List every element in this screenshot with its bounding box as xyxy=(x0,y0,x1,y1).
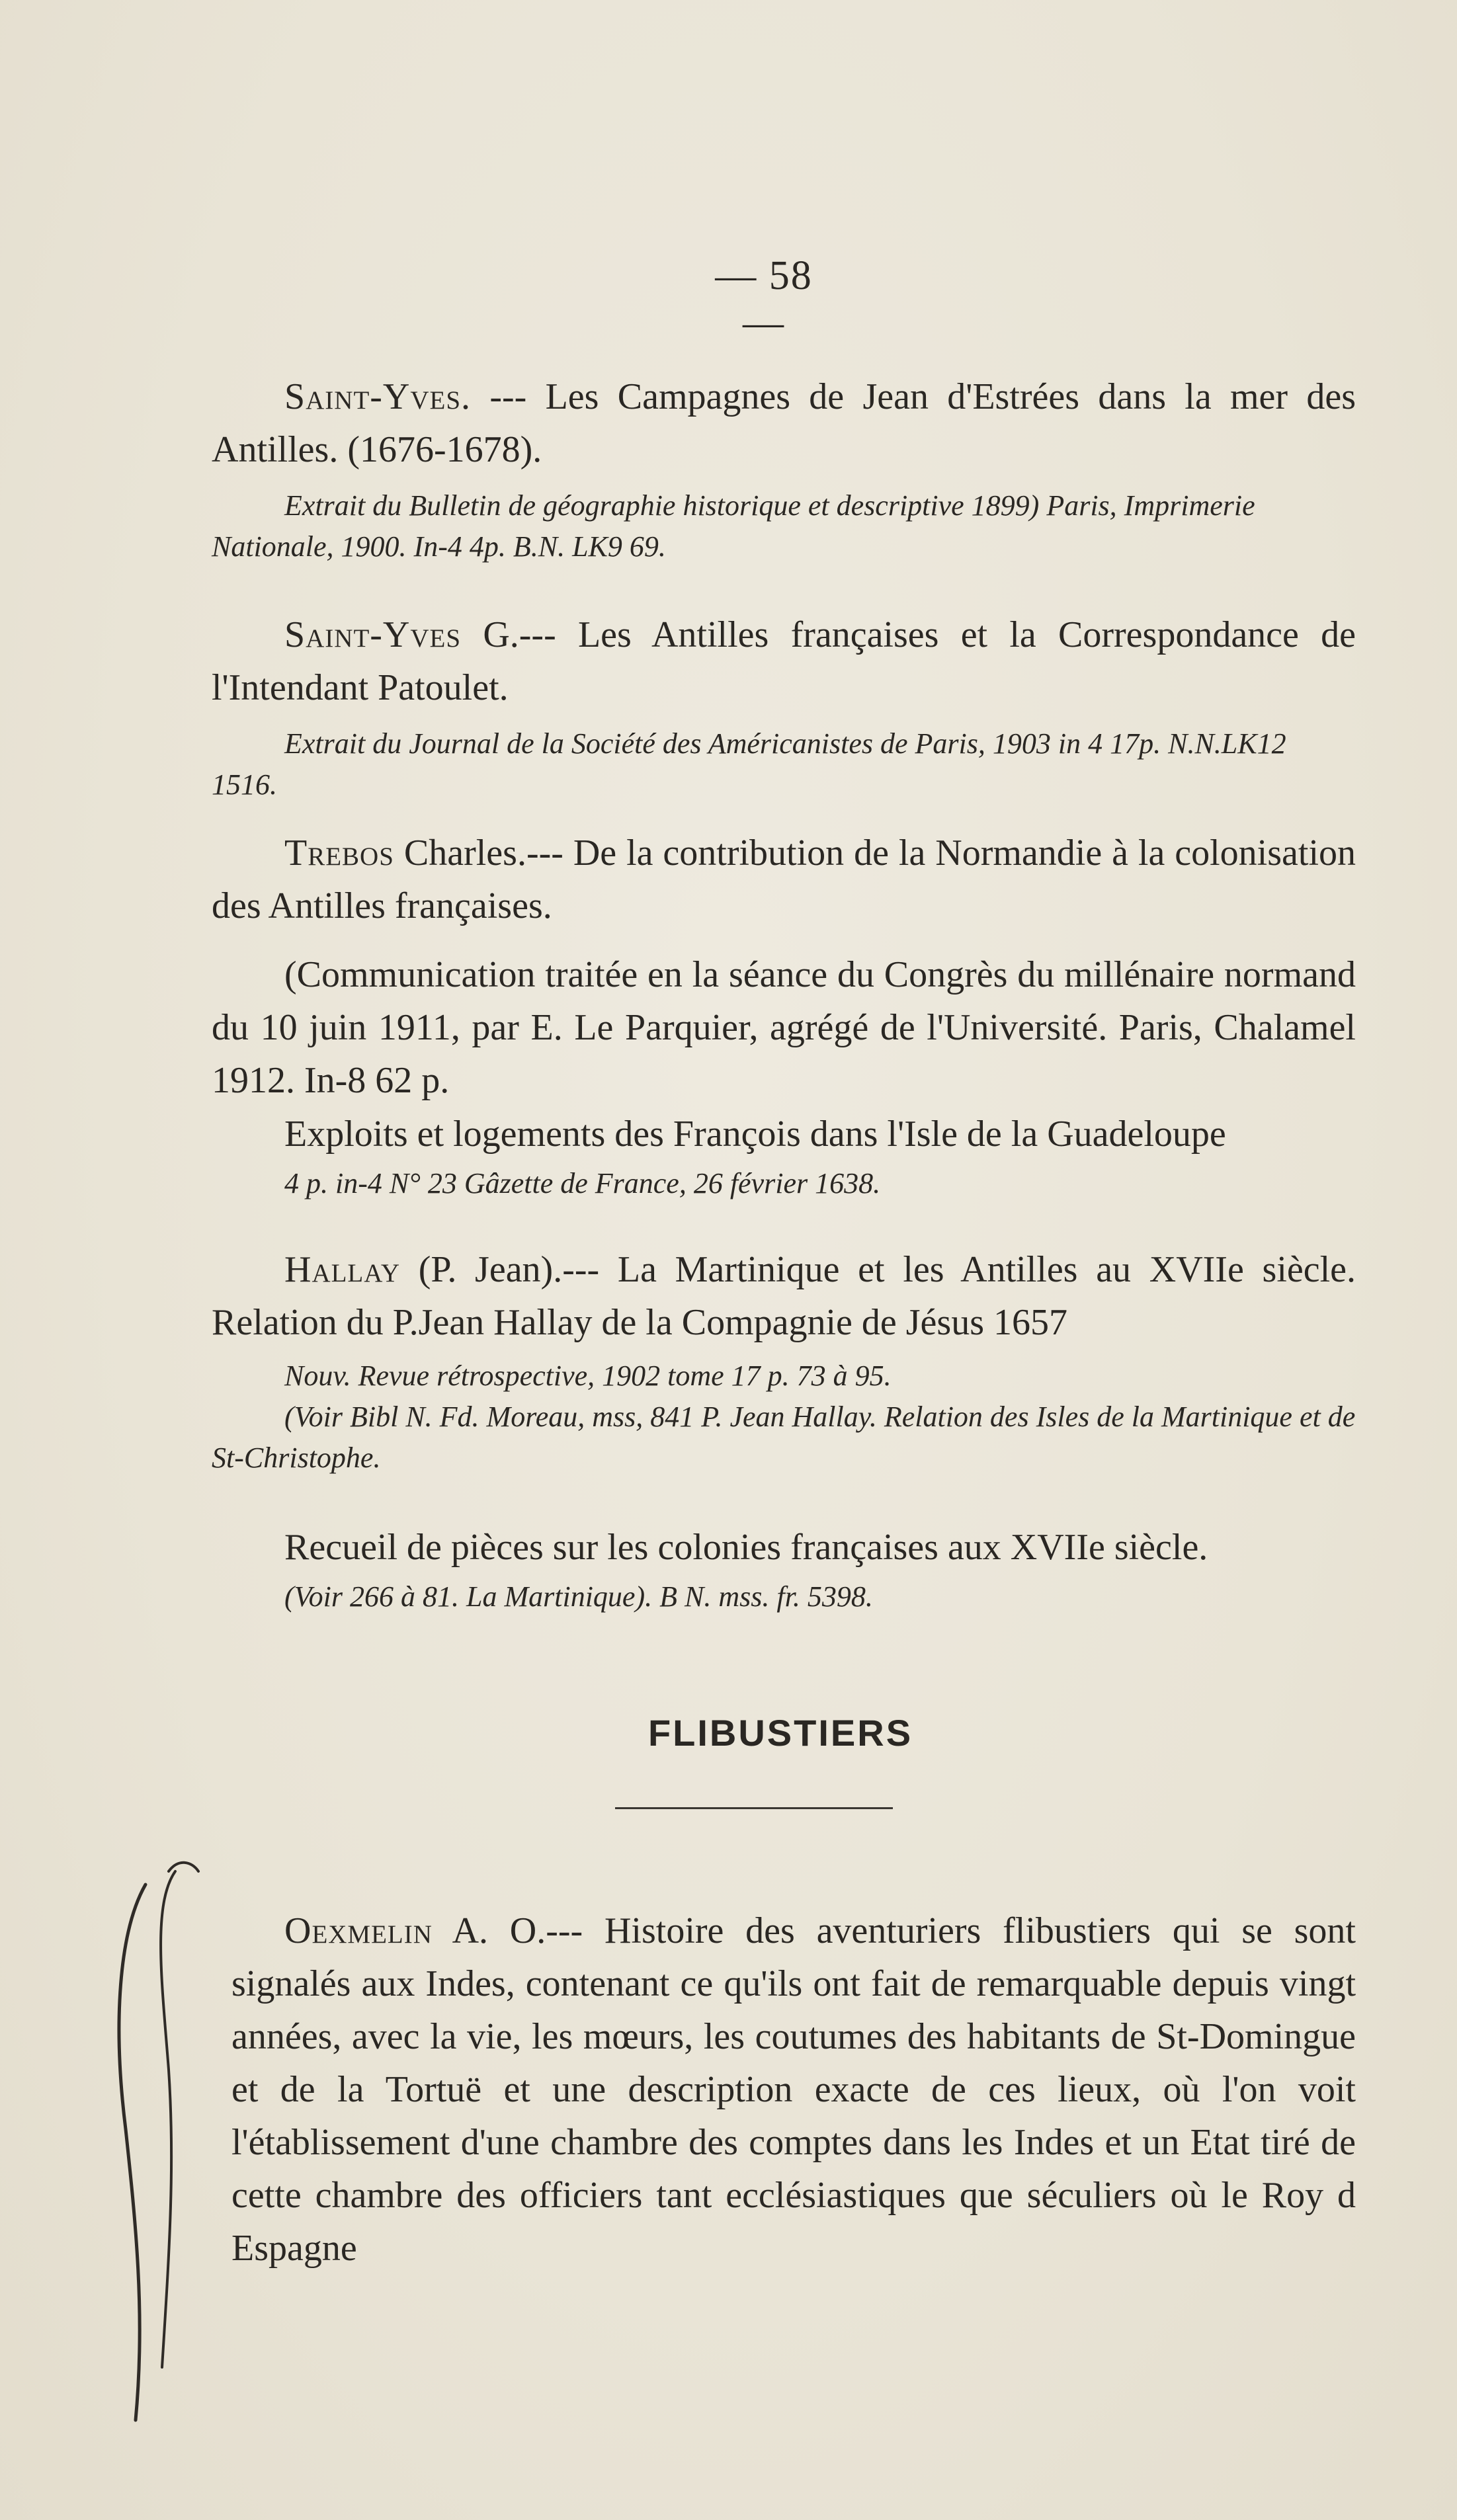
entry-reference: Nouv. Revue rétrospective, 1902 tome 17 p. 73 à 95. xyxy=(284,1360,892,1392)
entry-author: Saint-Yves. xyxy=(284,376,472,417)
section-heading: FLIBUSTIERS xyxy=(647,1712,913,1754)
entry-note: (Communication traitée en la séance du Congrès du millénaire normand du 10 juin 1911, par E. Le Parquier, agrégé de l'Université. Paris, Chalamel 1912. In-8 62 p. xyxy=(212,954,1356,1101)
entry-author: Saint-Yves xyxy=(284,614,462,655)
entry-title: Exploits et logements des François dans l'Isle de la Guadeloupe xyxy=(284,1114,1226,1155)
bibliography-entry xyxy=(212,827,1356,1107)
entry-reference: Extrait du Journal de la Société des Américanistes de Paris, 1903 in 4 17p. N.N.LK12 1516. xyxy=(212,727,1286,801)
margin-bracket-mark xyxy=(99,1851,205,2447)
entry-title: --- Les Campagnes de Jean d'Estrées dans la mer des Antilles. (1676-1678). xyxy=(212,376,1356,470)
bibliography-entry xyxy=(212,608,1356,805)
entry-text xyxy=(212,608,1356,714)
page-number: — 58 — xyxy=(715,253,813,345)
bibliography-entry xyxy=(212,1108,1356,1204)
bibliography-entry xyxy=(231,1904,1356,2275)
entry-reference: Extrait du Bulletin de géographie historique et descriptive 1899) Paris, Imprimerie Nationale, 1900. In-4 4p. B.N. LK9 69. xyxy=(212,489,1255,563)
entry-author: Trebos xyxy=(284,833,394,874)
entry-reference: (Voir 266 à 81. La Martinique). B N. mss. fr. 5398. xyxy=(284,1580,873,1613)
entry-title: A. O.--- Histoire des aventuriers flibustiers qui se sont signalés aux Indes, contenant ce qu'ils ont fait de remarquable depuis vingt années, avec la vie, les mœurs, les coutumes des habitants de St-Domingue et de la Tortuë et une description exacte de ces lieux, où l'on voit l'établissement d'une chambre des comptes dans les Indes et un Etat tiré de cette chambre des officiers tant ecclésiastiques que séculiers où le Roy d Espagne xyxy=(231,1910,1356,2269)
entry-author: Oexmelin xyxy=(284,1910,433,1951)
entry-reference: (Voir Bibl N. Fd. Moreau, mss, 841 P. Jean Hallay. Relation des Isles de la Martinique et de St-Christophe. xyxy=(212,1401,1356,1474)
entry-text xyxy=(231,1904,1356,2275)
entry-text xyxy=(212,370,1356,476)
entry-title: G.--- Les Antilles françaises et la Correspondance de l'Intendant Patoulet. xyxy=(212,614,1356,708)
bibliography-entry xyxy=(212,1243,1356,1479)
entry-text xyxy=(212,827,1356,932)
entry-title: (P. Jean).--- La Martinique et les Antilles au XVIIe siècle. Relation du P.Jean Hallay de la Compagnie de Jésus 1657 xyxy=(212,1249,1356,1343)
bibliography-entry xyxy=(212,370,1356,567)
bibliography-entry xyxy=(212,1521,1356,1617)
heading-rule xyxy=(615,1807,893,1809)
entry-reference: 4 p. in-4 N° 23 Gâzette de France, 26 février 1638. xyxy=(284,1167,881,1199)
entry-text xyxy=(212,1243,1356,1349)
entry-title: Recueil de pièces sur les colonies françaises aux XVIIe siècle. xyxy=(284,1527,1208,1568)
entry-author: Hallay xyxy=(284,1249,401,1290)
entry-title: Charles.--- De la contribution de la Normandie à la colonisation des Antilles françaises. xyxy=(212,833,1356,926)
